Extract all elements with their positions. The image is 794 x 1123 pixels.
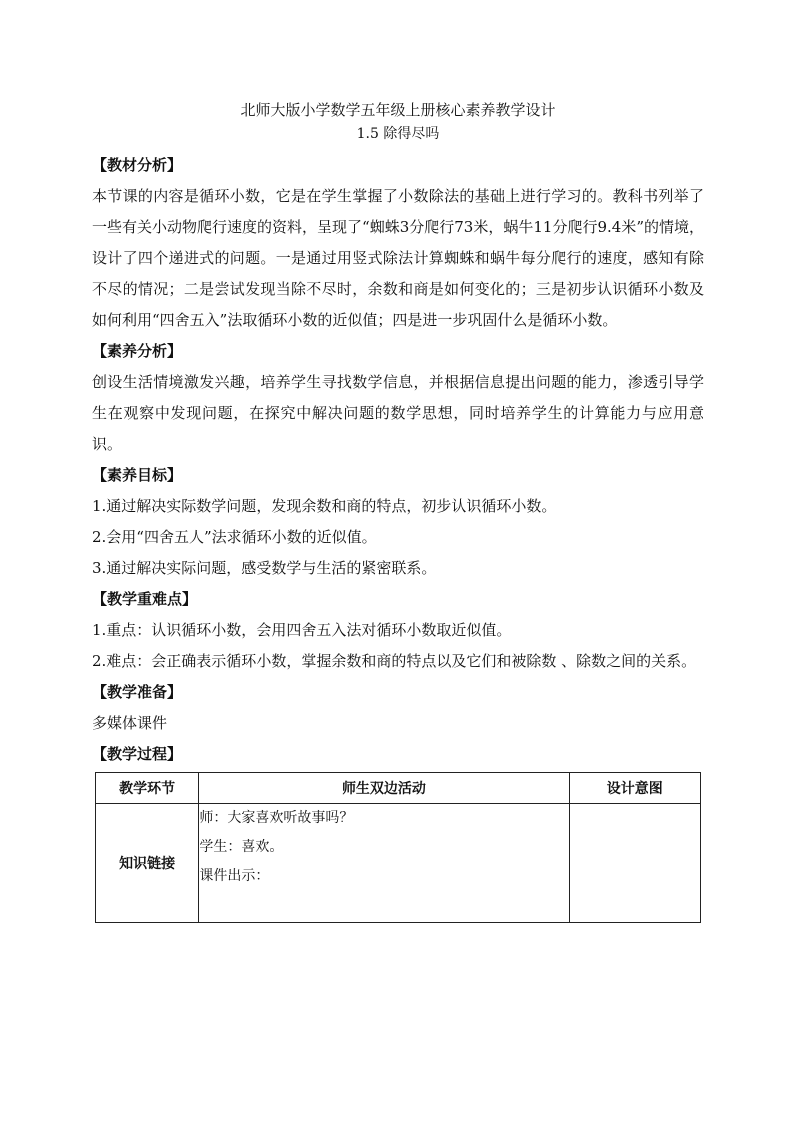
heading-key-points: 【教学重难点】 [92,590,198,608]
heading-textbook-analysis: 【教材分析】 [92,156,183,174]
heading-process: 【教学过程】 [92,745,183,763]
table-header-row [96,773,701,804]
goal-item: 1.通过解决实际数学问题，发现余数和商的特点，初步认识循环小数。 [92,497,557,515]
document-title: 北师大版小学数学五年级上册核心素养教学设计 [240,101,556,119]
goal-item: 2.会用“四舍五人”法求循环小数的近似值。 [92,528,377,546]
stage-cell: 知识链接 [96,804,199,923]
textbook-analysis-body: 本节课的内容是循环小数，它是在学生掌握了小数除法的基础上进行学习的。教科书列举了一些有关小动物爬行速度的资料，呈现了“蜘蛛3分爬行73米，蜗牛11分爬行9.4米”的情境，设计了四个递进式的问题。一是通过用竖式除法计算蜘蛛和蜗牛每分爬行的速度，感知有除不尽的情况；二是尝试发现当除不尽时，余数和商是如何变化的；三是初步认识循环小数及如何利用“四舍五入”法取循环小数的近似值；四是进一步巩固什么是循环小数。 [92,187,704,329]
key-point-item: 1.重点：认识循环小数，会用四舍五入法对循环小数取近似值。 [92,621,512,639]
table-row [96,804,701,923]
heading-literacy-analysis: 【素养分析】 [92,342,183,360]
column-header-stage: 教学环节 [96,773,199,804]
heading-literacy-goals: 【素养目标】 [92,466,183,484]
process-table [95,772,701,923]
activity-line: 课件出示： [199,868,270,884]
column-header-activity: 师生双边活动 [199,773,569,804]
preparation-body: 多媒体课件 [92,714,168,732]
activity-cell [199,804,569,923]
document-subtitle: 1.5 除得尽吗 [356,126,440,142]
difficulty-point-item: 2.难点：会正确表示循环小数，掌握余数和商的特点以及它们和被除数 、除数之间的关系。 [92,652,697,670]
document-page [92,98,704,923]
activity-line: 师：大家喜欢听故事吗？ [199,810,354,826]
heading-preparation: 【教学准备】 [92,683,183,701]
intent-cell [569,804,700,923]
goal-item: 3.通过解决实际问题，感受数学与生活的紧密联系。 [92,559,437,577]
literacy-analysis-body: 创设生活情境激发兴趣，培养学生寻找数学信息，并根据信息提出问题的能力，渗透引导学生在观察中发现问题，在探究中解决问题的数学思想，同时培养学生的计算能力与应用意识。 [92,373,704,453]
column-header-intent: 设计意图 [569,773,700,804]
activity-line: 学生：喜欢。 [199,839,284,855]
